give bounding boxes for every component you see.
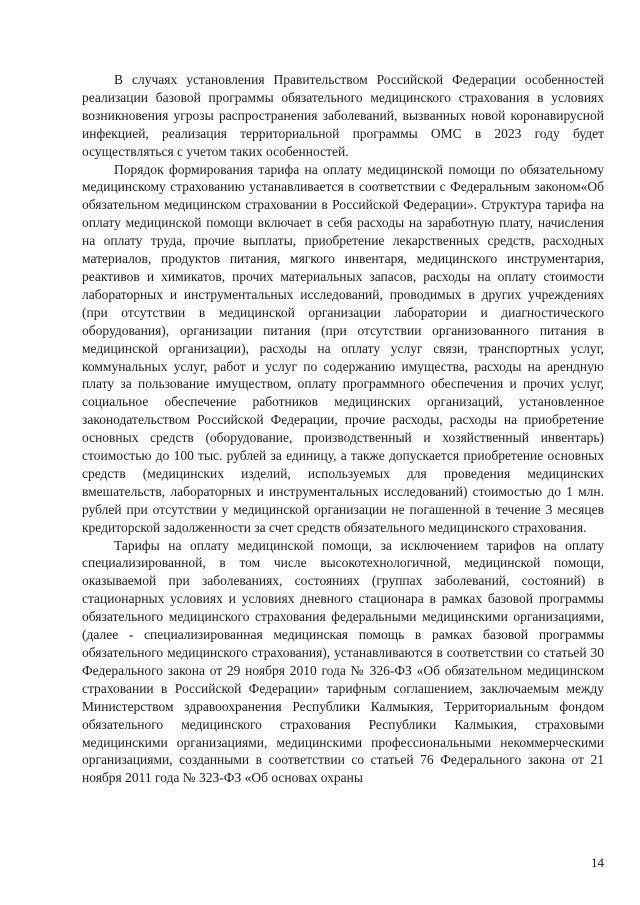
paragraph-1: В случаях установления Правительством Российской Федерации особенностей реализации базовой программы обязательного медицинского страхования в условиях возникновения угрозы распространения заболеваний, вызванных новой коронавирусной инфекцией, реализация территориальной программы ОМС в 2023 году будет осуществляться с учетом таких особенностей.	[82, 72, 604, 159]
page-number: 14	[591, 855, 604, 870]
paragraph-2: Порядок формирования тарифа на оплату медицинской помощи по обязательному медицинскому страхованию устанавливается в соответствии с Федеральным законом«Об обязательном медицинском страховании в Российской Федерации». Структура тарифа на оплату медицинской помощи включает в себя расходы на заработную плату, начисления на оплату труда, прочие выплаты, приобретение лекарственных средств, расходных материалов, продуктов питания, мягкого инвентаря, медицинского инструментария, реактивов и химикатов, прочих материальных запасов, расходы на оплату стоимости лабораторных и инструментальных исследований, проводимых в других учреждениях (при отсутствии в медицинской организации лаборатории и диагностического оборудования), организации питания (при отсутствии организованного питания в медицинской организации), расходы на оплату услуг связи, транспортных услуг, коммунальных услуг, работ и услуг по содержанию имущества, расходы на арендную плату за пользование имуществом, оплату программного обеспечения и прочих услуг, социальное обеспечение работников медицинских организаций, установленное законодательством Российской Федерации, прочие расходы, расходы на приобретение основных средств (оборудование, производственный и хозяйственный инвентарь) стоимостью до 100 тыс. рублей за единицу, а также допускается приобретение основных средств (медицинских изделий, используемых для проведения медицинских вмешательств, лабораторных и инструментальных исследований) стоимостью до 1 млн. рублей при отсутствии у медицинской организации не погашенной в течение 3 месяцев кредиторской задолженности за счет средств обязательного медицинского страхования.	[82, 161, 604, 535]
paragraph-3: Тарифы на оплату медицинской помощи, за исключением тарифов на оплату специализированной, в том числе высокотехнологичной, медицинской помощи, оказываемой при заболеваниях, состояниях (группах заболеваний, состояний) в стационарных условиях и условиях дневного стационара в рамках базовой программы обязательного медицинского страхования федеральными медицинскими организациями, (далее - специализированная медицинская помощь в рамках базовой программы обязательного медицинского страхования), устанавливаются в соответствии со статьей 30 Федерального закона от 29 ноября 2010 года № 326-ФЗ «Об обязательном медицинском страховании в Российской Федерации» тарифным соглашением, заключаемым между Министерством здравоохранения Республики Калмыкия, Территориальным фондом обязательного медицинского страхования Республики Калмыкия, страховыми медицинскими организациями, медицинскими профессиональными некоммерческими организациями, созданными в соответствии со статьей 76 Федерального закона от 21 ноября 2011 года № 323-ФЗ «Об основах охраны	[82, 537, 604, 786]
body-text	[82, 71, 604, 787]
